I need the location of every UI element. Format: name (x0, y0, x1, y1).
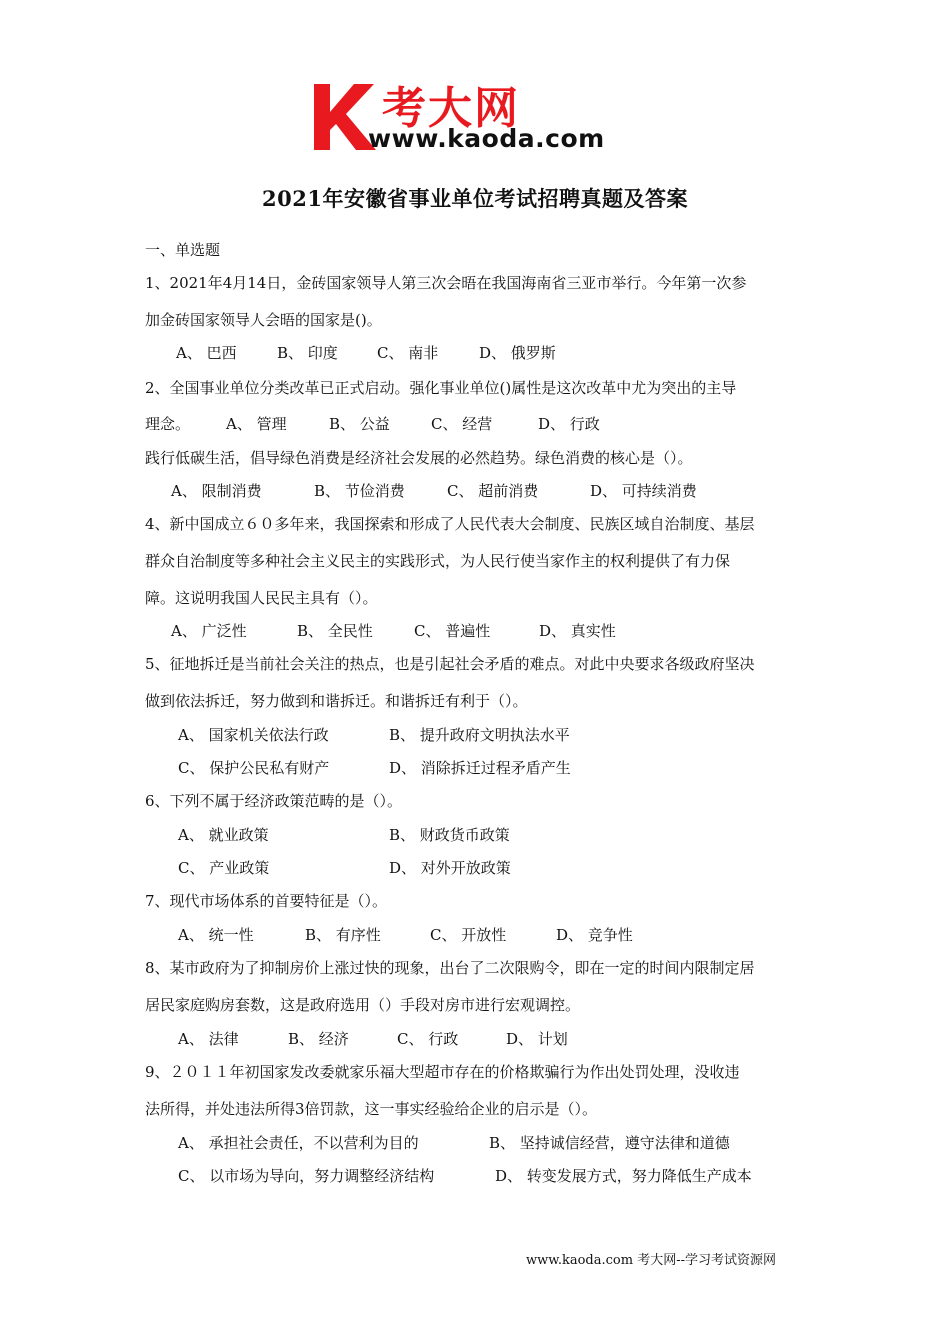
question-1-option-c: C、 南非 (377, 344, 439, 362)
question-5-line-2: 做到依法拆迁，努力做到和谐拆迁。和谐拆迁有利于（）。 (145, 692, 528, 710)
question-4-option-b: B、 全民性 (297, 622, 373, 640)
kaoda-logo (310, 78, 640, 158)
question-9-option-a: A、 承担社会责任，不以营利为目的 (178, 1134, 419, 1152)
question-1-option-b: B、 印度 (277, 344, 338, 362)
question-7-option-c: C、 开放性 (430, 926, 507, 944)
question-1-line-2: 加金砖国家领导人会晤的国家是()。 (145, 311, 382, 329)
question-6-option-c: C、 产业政策 (178, 859, 270, 877)
question-7-option-b: B、 有序性 (305, 926, 381, 944)
question-4-option-d: D、 真实性 (539, 622, 616, 640)
question-3-line-1: 践行低碳生活，倡导绿色消费是经济社会发展的必然趋势。绿色消费的核心是（）。 (145, 449, 693, 467)
question-6-line-1: 6、下列不属于经济政策范畴的是（）。 (145, 792, 403, 810)
question-5-option-a: A、 国家机关依法行政 (178, 726, 329, 744)
question-1-option-a: A、 巴西 (176, 344, 237, 362)
question-6-option-b: B、 财政货币政策 (389, 826, 510, 844)
question-2-option-a: A、 管理 (226, 415, 287, 433)
logo-url-text: www.kaoda.com (368, 124, 605, 153)
question-1-line-1: 1、2021年4月14日，金砖国家领导人第三次会晤在我国海南省三亚市举行。今年第一次参 (145, 274, 747, 292)
question-4-line-1: 4、新中国成立６０多年来，我国探索和形成了人民代表大会制度、民族区域自治制度、基层 (145, 515, 755, 533)
question-5-option-c: C、 保护公民私有财产 (178, 759, 330, 777)
question-2-option-d: D、 行政 (538, 415, 600, 433)
question-3-option-a: A、 限制消费 (171, 482, 262, 500)
question-9-line-1: 9、２０１１年初国家发改委就家乐福大型超市存在的价格欺骗行为作出处罚处理，没收违 (145, 1063, 740, 1081)
question-7-option-a: A、 统一性 (178, 926, 254, 944)
page-title: 2021年安徽省事业单位考试招聘真题及答案 (262, 186, 688, 211)
question-8-line-1: 8、某市政府为了抑制房价上涨过快的现象，出台了二次限购令，即在一定的时间内限制定居 (145, 959, 755, 977)
question-7-line-1: 7、现代市场体系的首要特征是（）。 (145, 892, 388, 910)
question-6-option-d: D、 对外开放政策 (389, 859, 511, 877)
section-heading: 一、单选题 (145, 241, 221, 259)
question-9-line-2: 法所得，并处违法所得3倍罚款，这一事实经验给企业的启示是（）。 (145, 1100, 598, 1118)
question-8-option-a: A、 法律 (178, 1030, 239, 1048)
question-9-option-b: B、 坚持诚信经营，遵守法律和道德 (489, 1134, 730, 1152)
question-3-option-c: C、 超前消费 (447, 482, 539, 500)
question-5-option-d: D、 消除拆迁过程矛盾产生 (389, 759, 571, 777)
question-8-line-2: 居民家庭购房套数，这是政府选用（）手段对房市进行宏观调控。 (145, 996, 581, 1014)
question-9-option-d: D、 转变发展方式，努力降低生产成本 (495, 1167, 752, 1185)
question-8-option-b: B、 经济 (288, 1030, 349, 1048)
question-6-option-a: A、 就业政策 (178, 826, 269, 844)
logo-chinese-text: 考大网 (382, 83, 520, 134)
question-2-option-b: B、 公益 (329, 415, 390, 433)
question-8-option-c: C、 行政 (397, 1030, 459, 1048)
question-7-option-d: D、 竞争性 (556, 926, 633, 944)
page-footer: www.kaoda.com 考大网--学习考试资源网 (526, 1253, 776, 1268)
question-8-option-d: D、 计划 (506, 1030, 568, 1048)
question-4-line-3: 障。这说明我国人民民主具有（）。 (145, 589, 378, 607)
question-2-line-2: 理念。 (145, 415, 191, 433)
question-3-option-b: B、 节俭消费 (314, 482, 405, 500)
question-9-option-c: C、 以市场为导向，努力调整经济结构 (178, 1167, 435, 1185)
question-4-option-c: C、 普遍性 (414, 622, 491, 640)
question-2-option-c: C、 经营 (431, 415, 493, 433)
question-1-option-d: D、 俄罗斯 (479, 344, 556, 362)
question-5-line-1: 5、征地拆迁是当前社会关注的热点，也是引起社会矛盾的难点。对此中央要求各级政府坚决 (145, 655, 755, 673)
question-4-line-2: 群众自治制度等多种社会主义民主的实践形式，为人民行使当家作主的权利提供了有力保 (145, 552, 731, 570)
question-5-option-b: B、 提升政府文明执法水平 (389, 726, 570, 744)
question-2-line-1: 2、全国事业单位分类改革已正式启动。强化事业单位()属性是这次改革中尤为突出的主导 (145, 379, 737, 397)
question-3-option-d: D、 可持续消费 (590, 482, 697, 500)
question-4-option-a: A、 广泛性 (171, 622, 247, 640)
